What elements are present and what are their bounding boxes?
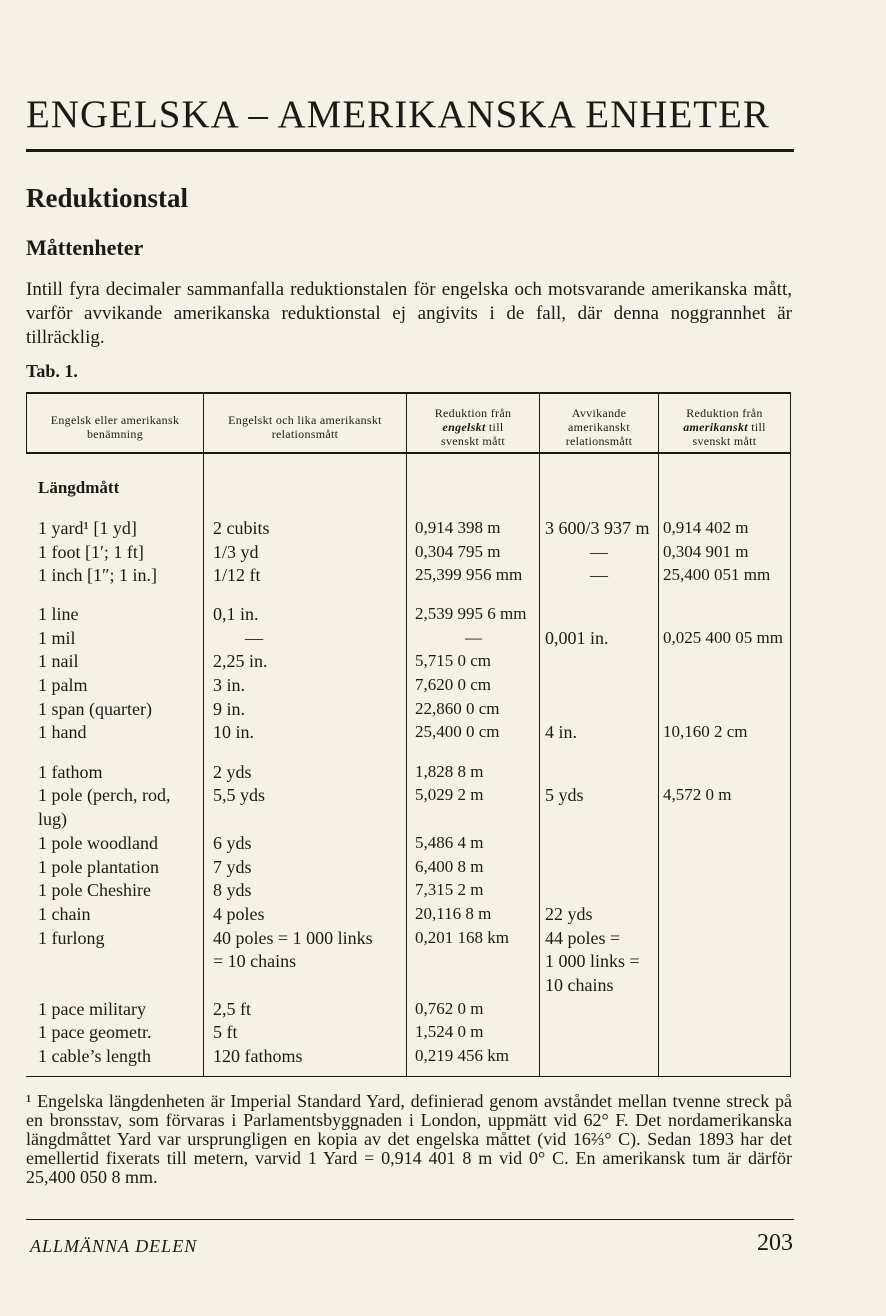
table-cell-rel-am: 5 yds [545,785,584,805]
table-cell-rel-am: 22 yds [545,904,593,924]
table-cell-red-en: 5,029 2 m [415,785,484,804]
footer-rule [26,1219,794,1220]
table-cell-rel: 3 in. [213,675,246,695]
table-cell-rel-am: 10 chains [545,975,614,995]
section-label-length: Längdmått [38,478,120,497]
table-header-rule [26,452,791,454]
table-cell-rel: 40 poles = 1 000 links [213,928,373,948]
table-cell-rel: 120 fathoms [213,1046,303,1066]
table-cell-name: 1 furlong [38,928,105,948]
header-american-relation: Avvikande amerikanskt relationsmått [565,406,633,448]
table-cell-red-en: 0,219 456 km [415,1046,509,1065]
table-cell-rel: 5,5 yds [213,785,266,805]
table-cell-rel: 1/3 yd [213,542,259,562]
table-cell-rel-am: 3 600/3 937 m [545,518,650,538]
table-cell-name: 1 pole (perch, rod, [38,785,171,805]
table-cell-name: 1 cable’s length [38,1046,151,1066]
table-cell-name: 1 pace geometr. [38,1022,152,1042]
table-cell-name: 1 line [38,604,79,624]
table-cell-rel-am: 44 poles = [545,928,621,948]
table-cell-red-en: 6,400 8 m [415,857,484,876]
table-cell-rel: 4 poles [213,904,265,924]
title-rule [26,149,794,152]
table-cell-rel: 2,5 ft [213,999,251,1019]
table-cell-red-en: 0,762 0 m [415,999,484,1018]
column-divider-4 [658,392,659,1076]
column-divider-1 [203,392,204,1076]
table-cell-red-en: 25,400 0 cm [415,722,500,741]
footer-section-name: ALLMÄNNA DELEN [30,1236,198,1256]
table-cell-name: 1 pole Cheshire [38,880,151,900]
table-cell-name: 1 nail [38,651,79,671]
table-cell-red-am: 0,304 901 m [663,542,749,561]
page-number: 203 [757,1230,793,1256]
table-bottom-rule [26,1076,791,1077]
table-cell-red-am: 0,914 402 m [663,518,749,537]
column-divider-2 [406,392,407,1076]
table-cell-rel: — [245,628,263,648]
table-cell-name: 1 pace military [38,999,146,1019]
header-reduction-english: Reduktion från engelskt till svenskt mått [434,406,512,448]
table-cell-name: 1 mil [38,628,76,648]
table-cell-red-en: 20,116 8 m [415,904,492,923]
table-cell-name: 1 inch [1″; 1 in.] [38,565,157,585]
table-cell-red-en: 0,914 398 m [415,518,501,537]
table-cell-red-en: 7,315 2 m [415,880,484,899]
table-cell-rel: 2 yds [213,762,252,782]
footnote: ¹ Engelska längdenheten är Imperial Standard Yard, definierad genom avståndet mellan tvenne streck på en bronsstav, som förvaras i Parlamentsbyggnaden i London, uppmätt vid 62° F. Det nordamerikanska längdmåttet Yard var ursprungligen en kopia av det engelska måttet (vid 16⅔° C). Sedan 1893 har det emellertid fixerats till metern, varvid 1 Yard = 0,914 401 8 m vid 0° C. En amerikansk tum är därför 25,400 050 8 mm. [26,1091,792,1187]
table-cell-rel: 1/12 ft [213,565,261,585]
header-relation: Engelskt och lika amerikanskt relationsmått [228,413,382,441]
table-top-rule [26,392,791,394]
table-cell-name: 1 palm [38,675,88,695]
table-cell-rel: 6 yds [213,833,252,853]
intro-paragraph: Intill fyra decimaler sammanfalla reduktionstalen för engelska och motsvarande amerikanska mått, varför avvikande amerikanska reduktionstal ej angivits i de fall, där denna noggrannhet är tillräcklig. [26,279,792,348]
table-cell-rel: 7 yds [213,857,252,877]
table-label: Tab. 1. [26,361,78,381]
table-cell-name: 1 foot [1′; 1 ft] [38,542,144,562]
table-cell-rel: = 10 chains [213,951,297,971]
table-cell-red-en: 7,620 0 cm [415,675,492,694]
header-name: Engelsk eller amerikansk benämning [50,413,180,441]
table-cell-rel: 8 yds [213,880,252,900]
table-cell-rel-am: 1 000 links = [545,951,640,971]
table-cell-red-am: 4,572 0 m [663,785,732,804]
table-cell-red-am: 10,160 2 cm [663,722,748,741]
section-heading: Reduktionstal [26,183,189,213]
table-cell-name: 1 yard¹ [1 yd] [38,518,137,538]
table-cell-red-en: 1,828 8 m [415,762,484,781]
table-cell-red-en: 0,304 795 m [415,542,501,561]
table-cell-name: 1 pole plantation [38,857,159,877]
table-cell-name: lug) [38,809,67,829]
table-cell-red-en: 0,201 168 km [415,928,509,947]
header-reduction-american: Reduktion från amerikanskt till svenskt mått [683,406,766,448]
table-cell-rel: 2 cubits [213,518,270,538]
table-cell-name: 1 fathom [38,762,103,782]
table-right-border [790,392,791,1076]
page-title: ENGELSKA – AMERIKANSKA ENHETER [26,93,770,136]
table-cell-red-en: 2,539 995 6 mm [415,604,527,623]
table-cell-rel: 10 in. [213,722,255,742]
table-cell-rel-am: 4 in. [545,722,578,742]
table-cell-rel-am: — [590,565,608,585]
table-cell-rel: 9 in. [213,699,246,719]
table-cell-red-am: 0,025 400 05 mm [663,628,783,647]
table-cell-red-am: 25,400 051 mm [663,565,771,584]
table-cell-red-en: 5,486 4 m [415,833,484,852]
table-cell-rel: 0,1 in. [213,604,259,624]
table-cell-name: 1 pole woodland [38,833,158,853]
table-cell-rel: 2,25 in. [213,651,268,671]
table-cell-name: 1 span (quarter) [38,699,152,719]
table-cell-red-en: 5,715 0 cm [415,651,492,670]
table-cell-red-en: 25,399 956 mm [415,565,523,584]
table-cell-rel: 5 ft [213,1022,238,1042]
column-divider-3 [539,392,540,1076]
table-cell-rel-am: 0,001 in. [545,628,609,648]
table-cell-red-en: — [465,628,482,647]
table-cell-red-en: 22,860 0 cm [415,699,500,718]
subsection-heading: Måttenheter [26,235,144,260]
table-cell-name: 1 chain [38,904,91,924]
table-cell-rel-am: — [590,542,608,562]
table-cell-name: 1 hand [38,722,87,742]
table-cell-red-en: 1,524 0 m [415,1022,484,1041]
